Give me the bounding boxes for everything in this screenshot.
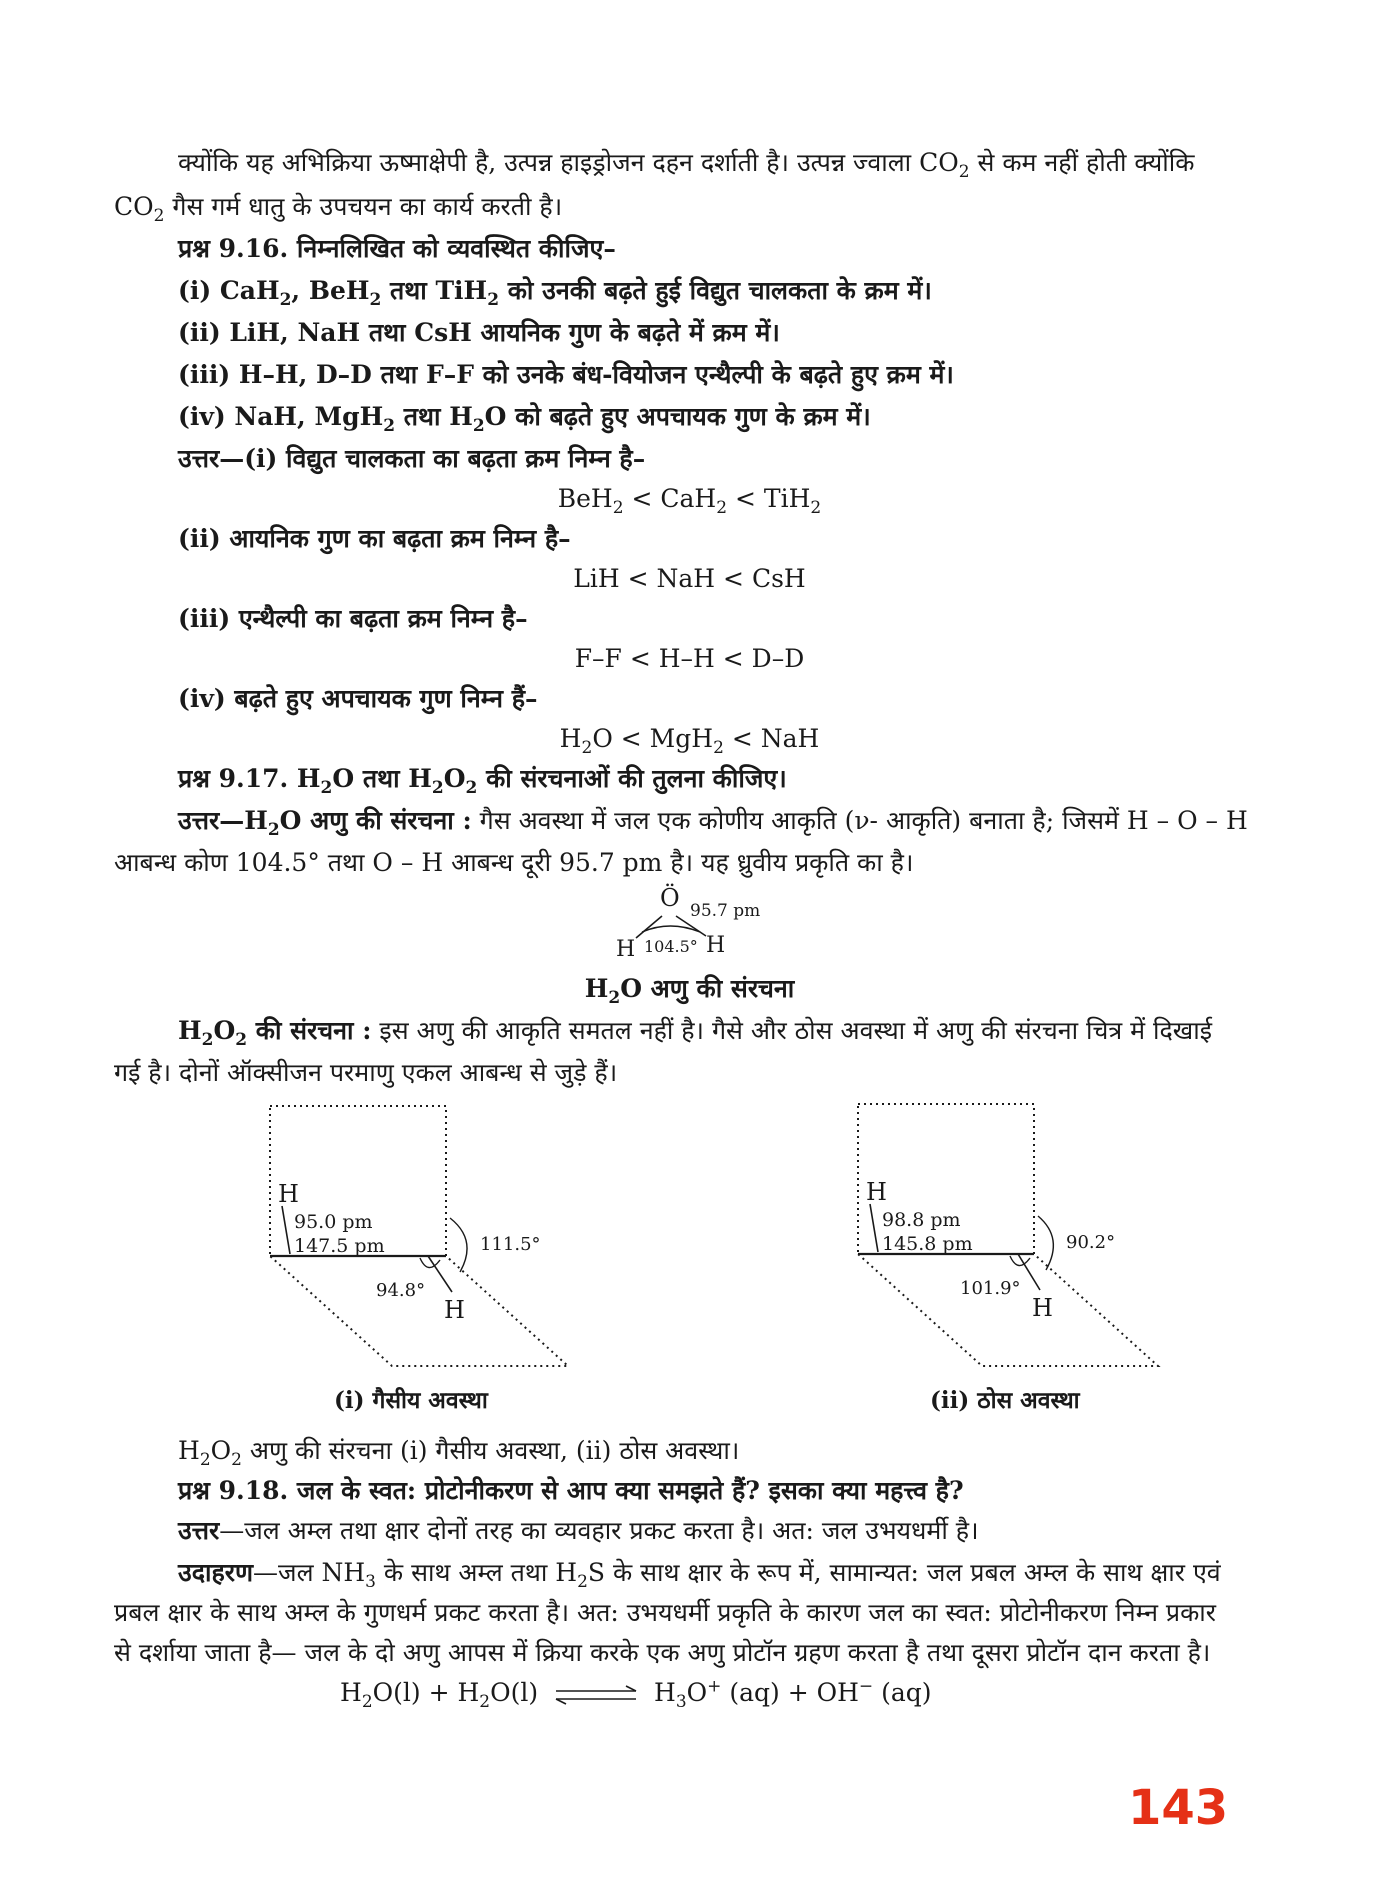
answer-9-16-iii: (iii) एन्थैल्पी का बढ़ता क्रम निम्न है–: [178, 604, 528, 633]
equilibrium-arrow-icon: [550, 1684, 642, 1706]
intro-line-2: $CO_2$ गैस गर्म धातु के उपचयन का कार्य करती है।: [114, 192, 563, 226]
question-9-16-part-iv: (iv) NaH, MgH$_2$ तथा $H_2O$ को बढ़ते हुए अपचायक गुण के क्रम में।: [178, 402, 871, 436]
water-diagram-caption: $H_2O$ अणु की संरचना: [584, 974, 795, 1008]
bond-angle-label: 104.5°: [644, 937, 698, 956]
equation-reactants: $H_2O(l) + H_2O(l)$: [340, 1678, 539, 1712]
answer-9-16-ii: (ii) आयनिक गुण का बढ़ता क्रम निम्न है–: [178, 524, 571, 553]
hydrogen-atom-top: H: [278, 1180, 299, 1208]
h2o2-structure-line-1: $H_2O_2$ की संरचना : इस अणु की आकृति समतल नहीं है। गैसे और ठोस अवस्था में अणु की संरचना चित्र में दिखाई: [178, 1016, 1212, 1050]
dihedral-arc: [450, 1218, 467, 1272]
bond-angle-label: 94.8°: [376, 1280, 426, 1301]
oo-length-label: 145.8 pm: [882, 1233, 973, 1255]
question-9-17-title: प्रश्न 9.17. $H_2O$ तथा $H_2O_2$ की संरचनाओं की तुलना कीजिए।: [178, 764, 787, 798]
hydrogen-atom-bottom: H: [1032, 1294, 1053, 1322]
example-line-2: प्रबल क्षार के साथ अम्ल के गुणधर्म प्रकट करता है। अत: उभयधर्मी प्रकृति के कारण जल का स्वत: प्रोटोनीकरण निम्न प्रकार: [114, 1598, 1217, 1627]
equation-products: $H_3O^+$ (aq) + OH− (aq): [654, 1676, 932, 1712]
dihedral-angle-label: 90.2°: [1066, 1232, 1116, 1253]
answer-9-18: उत्तर—जल अम्ल तथा क्षार दोनों तरह का व्यवहार प्रकट करता है। अत: जल उभयधर्मी है।: [178, 1516, 979, 1545]
question-9-18-title: प्रश्न 9.18. जल के स्वत: प्रोटोनीकरण से आप क्या समझते हैं? इसका क्या महत्त्व है?: [178, 1476, 964, 1505]
oh-bond-top: [282, 1206, 290, 1254]
oh-length-label: 98.8 pm: [882, 1209, 961, 1231]
oh-bond-bottom: [428, 1256, 452, 1292]
oxygen-atom: Ö: [660, 884, 680, 912]
question-9-16-part-i: (i) CaH$_2$, BeH$_2$ तथा TiH$_2$ को उनकी बढ़ते हुई विद्युत चालकता के क्रम में।: [178, 276, 932, 310]
answer-9-17-line-1: $उत्तर—H_2O$ अणु की संरचना : गैस अवस्था में जल एक कोणीय आकृति (ν- आकृति) बनाता है; जिसमें H – O – H: [178, 806, 1248, 840]
example-line-1: उदाहरण—जल $NH_3$ के साथ अम्ल तथा $H_2S$ के साथ क्षार के रूप में, सामान्यत: जल प्रबल अम्ल के साथ क्षार एवं: [178, 1558, 1221, 1592]
lower-plane: [858, 1254, 1158, 1366]
example-line-3: से दर्शाया जाता है— जल के दो अणु आपस में क्रिया करके एक अणु प्रोटॉन ग्रहण करता है तथा दूसरा प्रोटॉन दान करता है।: [114, 1638, 1211, 1667]
oh-length-label: 95.0 pm: [294, 1211, 373, 1233]
question-9-16-title: प्रश्न 9.16. निम्नलिखित को व्यवस्थित कीजिए–: [178, 234, 616, 263]
hydrogen-atom-right: H: [706, 933, 726, 958]
page-number: 143: [1128, 1780, 1229, 1836]
equation-ionic: LiH < NaH < CsH: [573, 564, 806, 593]
answer-9-17-line-2: आबन्ध कोण 104.5° तथा O – H आबन्ध दूरी 95.7 pm है। यह ध्रुवीय प्रकृति का है।: [114, 848, 914, 877]
question-9-16-part-ii: (ii) LiH, NaH तथा CsH आयनिक गुण के बढ़ते में क्रम में।: [178, 318, 780, 347]
oo-length-label: 147.5 pm: [294, 1235, 385, 1257]
answer-9-16-iv: (iv) बढ़ते हुए अपचायक गुण निम्न हैं–: [178, 684, 538, 713]
hydrogen-atom-left: H: [616, 937, 636, 962]
intro-line-1: क्योंकि यह अभिक्रिया ऊष्माक्षेपी है, उत्पन्न हाइड्रोजन दहन दर्शाती है। उत्पन्न ज्वाला $CO_2$ से कम नहीं होती क्योंकि: [178, 148, 1195, 182]
water-molecule-diagram: [600, 880, 820, 970]
equation-conductivity: BeH$_2$ < CaH$_2$ < TiH$_2$: [557, 484, 822, 518]
dihedral-arc: [1038, 1216, 1053, 1270]
question-9-16-part-iii: (iii) H–H, D–D तथा F–F को उनके बंध-वियोजन एन्थैल्पी के बढ़ते हुए क्रम में।: [178, 360, 954, 389]
lower-plane: [270, 1256, 568, 1366]
h2o2-gaseous-diagram: [260, 1100, 580, 1400]
oh-bond-top: [870, 1204, 878, 1252]
autoprotolysis-equation: [340, 1676, 932, 1710]
equation-enthalpy: F–F < H–H < D–D: [574, 644, 805, 673]
h2o2-structure-line-2: गई है। दोनों ऑक्सीजन परमाणु एकल आबन्ध से जुड़े हैं।: [114, 1058, 618, 1087]
h2o2-figure-caption: $H_2O_2$ अणु की संरचना (i) गैसीय अवस्था, (ii) ठोस अवस्था।: [178, 1436, 740, 1470]
answer-9-16-i: उत्तर—(i) विद्युत चालकता का बढ़ता क्रम निम्न है–: [178, 444, 646, 473]
hydrogen-atom-top: H: [866, 1178, 887, 1206]
h2o2-solid-diagram: [848, 1100, 1178, 1400]
bond-length-label: 95.7 pm: [690, 901, 761, 921]
equation-reducing: $H_2O < MgH_2$ < NaH: [559, 724, 820, 758]
dihedral-angle-label: 111.5°: [480, 1234, 541, 1255]
hydrogen-atom-bottom: H: [444, 1296, 465, 1324]
bond-angle-label: 101.9°: [960, 1278, 1021, 1299]
solid-state-caption: (ii) ठोस अवस्था: [930, 1387, 1080, 1414]
gaseous-state-caption: (i) गैसीय अवस्था: [334, 1387, 488, 1414]
